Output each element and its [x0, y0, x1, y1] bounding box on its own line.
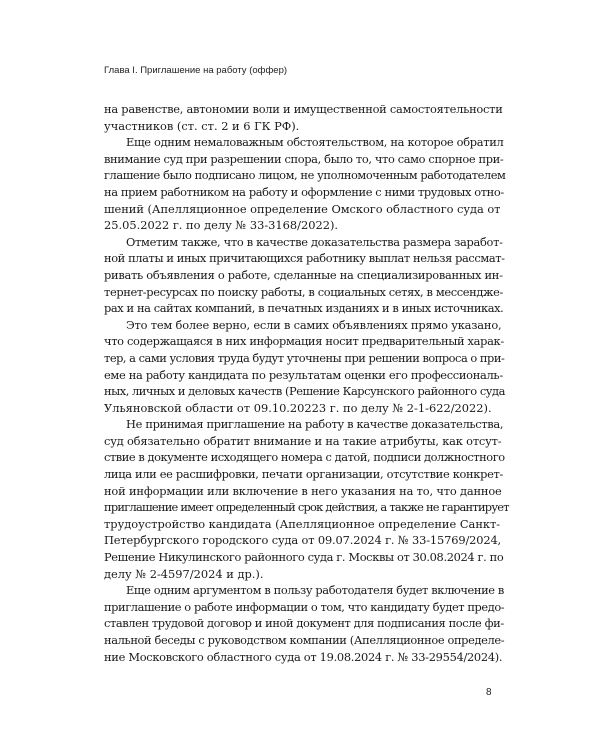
paragraph [104, 317, 505, 417]
text-line: на прием работником на работу и оформление с ними трудовых отно- [104, 184, 504, 199]
text-line: еме на работу кандидата по результатам оценки его профессиональ- [104, 367, 503, 382]
paragraph [104, 234, 505, 317]
text-line: ной платы и иных причитающихся работнику выплат нельзя рассмат- [104, 251, 505, 266]
text-line: приглашение о работе информации о том, что кандидату будет предо- [104, 599, 505, 614]
text-line: суд обязательно обратит внимание и на такие атрибуты, как отсут- [104, 433, 502, 448]
text-line: Отметим также, что в качестве доказательства размера заработ- [126, 234, 503, 249]
running-header: Глава I. Приглашение на работу (оффер) [104, 65, 288, 76]
text-line: тернет-ресурсах по поиску работы, в социальных сетях, в мессендже- [104, 284, 503, 299]
paragraph [104, 582, 505, 665]
text-line: шений (Апелляционное определение Омского областного суда от [104, 201, 501, 216]
text-line: Решение Никулинского районного суда г. Москвы от 30.08.2024 г. по [104, 550, 504, 565]
text-line: Петербургского городского суда от 09.07.2024 г. № 33-15769/2024, [104, 533, 502, 548]
text-line: ной информации или включение в него указания на то, что данное [104, 483, 502, 498]
text-line: нальной беседы с руководством компании (Апелляционное определе- [104, 633, 505, 647]
text-line: Еще одним немаловажным обстоятельством, на которое обратил [126, 135, 504, 150]
body-text [104, 101, 509, 665]
text-line: глашение было подписано лицом, не уполномоченным работодателем [104, 168, 506, 183]
text-line: Не принимая приглашение на работу в качестве доказательства, [126, 417, 504, 432]
text-line: тер, а сами условия труда будут уточнены при решении вопроса о при- [104, 350, 505, 365]
text-line: Ульяновской области от 09.10.20223 г. по делу № 2-1-622/2022). [104, 400, 492, 415]
text-line: ствие в документе исходящего номера с датой, подписи должностного [104, 450, 505, 465]
text-line: делу № 2-4597/2024 и др.). [104, 566, 264, 581]
page-number: 8 [486, 687, 492, 698]
text-line: ных, личных и деловых качеств (Решение Карсунского районного суда [104, 384, 505, 399]
paragraph [104, 416, 509, 582]
text-line: приглашение имеет определенный срок действия, а также не гарантирует [104, 500, 509, 515]
text-line: ставлен трудовой договор и иной документ для подписания после фи- [104, 616, 504, 631]
text-line: участников (ст. ст. 2 и 6 ГК РФ). [104, 118, 300, 133]
text-line: рах и на сайтах компаний, в печатных изданиях и в иных источниках. [104, 301, 504, 316]
paragraph [104, 101, 503, 134]
text-line: трудоустройство кандидата (Апелляционное определение Санкт- [104, 516, 501, 531]
paragraph [104, 134, 506, 234]
text-line: ривать объявления о работе, сделанные на специализированных ин- [104, 267, 503, 282]
text-line: ние Московского областного суда от 19.08.2024 г. № 33-29554/2024). [104, 649, 503, 664]
text-line: что содержащаяся в них информация носит предварительный харак- [104, 334, 504, 349]
text-line: на равенстве, автономии воли и имущественной самостоятельности [104, 102, 503, 116]
text-line: Это тем более верно, если в самих объявлениях прямо указано, [126, 317, 502, 332]
text-line: Еще одним аргументом в пользу работодателя будет включение в [126, 583, 504, 598]
text-line: внимание суд при разрешении спора, было то, что само спорное при- [104, 151, 504, 166]
text-line: 25.05.2022 г. по делу № 33-3168/2022). [104, 218, 339, 233]
text-line: лица или ее расшифровки, печати организации, отсутствие конкрет- [104, 467, 504, 482]
